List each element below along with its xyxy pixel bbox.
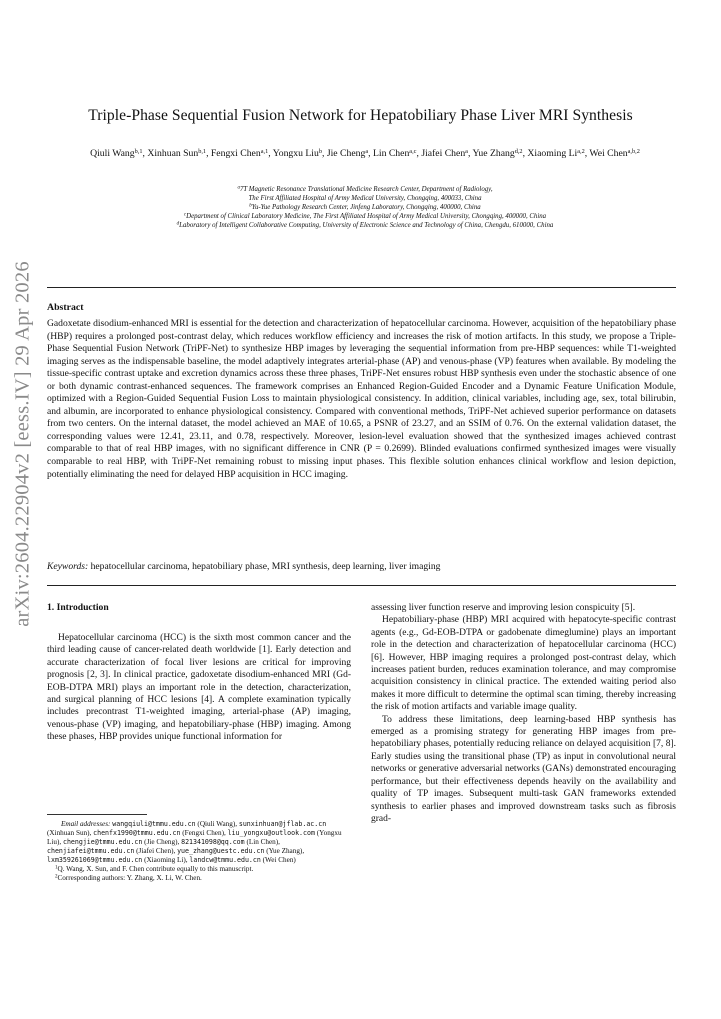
keywords-line xyxy=(47,561,676,573)
author-name: Qiuli Wang xyxy=(90,148,135,159)
email-owner: (Jie Cheng), xyxy=(144,838,180,846)
arxiv-sidebar-stamp xyxy=(0,261,46,627)
author xyxy=(211,148,268,159)
affiliation-list xyxy=(60,186,670,231)
intro-paragraph: Hepatobiliary-phase (HBP) MRI acquired with hepatocyte-specific contrast agents (e.g., Gd-EOB-DTPA or gadobenate dimeglumine) plays an important role in the detection and characterization of hepatocellular carcinoma (HCC) [6]. However, HBP imaging requires a prolonged post-contrast delay, which increases patient burden, reduces examination tolerance, and may compromise acquisition consistency in clinical practice. The extended waiting period also makes it more difficult to determine the optimal scan timing, thereby increasing the risk of motion artifacts and variable image quality. xyxy=(371,615,676,713)
email-address[interactable]: yue_zhang@uestc.edu.cn xyxy=(177,847,265,855)
footnote-mark: 1 xyxy=(55,865,58,871)
email-address[interactable]: chenfx1990@tmmu.edu.cn xyxy=(93,829,181,837)
affiliation-mark: d xyxy=(176,221,180,227)
email-address[interactable]: liu_yongxu@outlook.com xyxy=(227,829,315,837)
author xyxy=(527,148,584,159)
footnote-rule xyxy=(47,814,147,815)
author-affiliation-mark: a xyxy=(465,148,468,155)
author-affiliation-mark: a,c xyxy=(409,148,417,155)
author xyxy=(421,148,468,159)
affiliation xyxy=(60,222,670,231)
author-affiliation-mark: a xyxy=(365,148,369,155)
arxiv-identifier: arXiv:2604.22904v2 [eess.IV] 29 Apr 2026 xyxy=(11,261,34,627)
email-address[interactable]: wangqiuli@tmmu.edu.cn xyxy=(112,820,196,828)
email-address[interactable]: chengjie@tmmu.edu.cn xyxy=(62,838,143,846)
affiliation xyxy=(60,204,670,213)
email-owner: (Xinhuan Sun), xyxy=(47,829,92,837)
email-address[interactable]: lxm359261069@tmmu.edu.cn xyxy=(47,856,143,864)
author-affiliation-mark: b,1 xyxy=(198,148,207,155)
email-address[interactable]: 821341098@qq.com xyxy=(181,838,245,846)
author-affiliation-mark: d,2 xyxy=(514,148,523,155)
email-owner: (Xiaoming Li), xyxy=(144,856,188,864)
affiliation xyxy=(60,195,670,204)
author-name: Xiaoming Li xyxy=(527,148,578,159)
intro-left-column xyxy=(47,632,351,744)
email-owner: (Jiafei Chen), xyxy=(136,847,176,855)
abstract-heading: Abstract xyxy=(47,302,84,313)
author xyxy=(327,148,368,159)
author xyxy=(273,148,322,159)
author xyxy=(373,148,417,159)
email-owner: (Fengxi Chen), xyxy=(182,829,226,837)
intro-paragraph: assessing liver function reserve and improving lesion conspicuity [5]. xyxy=(371,603,636,613)
author-name: Lin Chen xyxy=(372,148,410,159)
author xyxy=(90,148,142,159)
author-affiliation-mark: b xyxy=(318,148,322,155)
email-owner: (Lin Chen), xyxy=(246,838,280,846)
footnotes xyxy=(47,820,351,883)
footnote-text: Corresponding authors: Y. Zhang, X. Li, W. Chen. xyxy=(57,874,202,882)
affiliation xyxy=(60,213,670,222)
author-affiliation-mark: a,b,2 xyxy=(627,148,640,155)
email-label: Email addresses: xyxy=(61,820,111,828)
email-owner: (Wei Chen) xyxy=(262,856,296,864)
email-address[interactable]: chenjiafei@tmmu.edu.cn xyxy=(47,847,135,855)
intro-paragraph: To address these limitations, deep learning-based HBP synthesis has emerged as a promising strategy for generating HBP images from pre-hepatobiliary phases, potentially reducing reliance on delayed acquisition [7, 8]. Early studies using the transitional phase (TP) as input in convolutional neural networks or generative adversarial networks (GANs) demonstrated encouraging performance, but their effectiveness depends heavily on the availability and quality of TP images. Subsequent multi-task GAN frameworks extended synthesis to earlier phases and improved downstream tasks such as fibrosis grad- xyxy=(371,714,676,824)
keywords-text: hepatocellular carcinoma, hepatobiliary phase, MRI synthesis, deep learning, liver imaging xyxy=(90,561,441,572)
affiliation-text: 7T Magnetic Resonance Translational Medicine Research Center, Department of Radiology, xyxy=(239,186,493,193)
email-owner: (Yue Zhang), xyxy=(266,847,305,855)
author-name: Jie Cheng xyxy=(326,148,366,159)
author-affiliation-mark: a,2 xyxy=(577,148,585,155)
keywords-label: Keywords: xyxy=(47,561,89,572)
abstract-text: Gadoxetate disodium-enhanced MRI is essential for the detection and characterization of hepatocellular carcinoma. However, acquisition of the hepatobiliary phase (HBP) requires a prolonged post-contrast delay, which reduces workflow efficiency and increases the risk of motion artifacts. In this study, we propose a Triple-Phase Sequential Fusion Network (TriPF-Net) to synthesize HBP images by leveraging the sequential information from pre-HBP sequences: while T1-weighted imaging serves as the indispensable baseline, the model adaptively integrates arterial-phase (AP) and venous-phase (VP) features when available. By modeling the tissue-specific contrast uptake and excretion dynamics across these three phases, TriPF-Net ensures robust HBP synthesis even under the stochastic absence of one or both dynamic contrast-enhanced sequences. The framework comprises an Enhanced Region-Guided Encoder and a Dynamic Feature Unification Module, optimized with a Region-Guided Sequential Fusion Loss to maintain physiological consistency. In addition, clinical variables, including age, sex, total bilirubin, and albumin, are incorporated to enhance physiological consistency. Compared with conventional methods, TriPF-Net achieved superior performance on datasets from two centers. On the internal dataset, the model achieved an MAE of 10.65, a PSNR of 23.27, and an SSIM of 0.76. On the external validation dataset, the corresponding values were 12.41, 23.11, and 0.78, respectively. Moreover, lesion-level evaluation showed that the synthesized images achieved contrast comparable to that of real HBP images, with no significant difference in CNR (P = 0.2699). Blinded evaluations confirmed synthesized images were visually comparable to real HBP, with TriPF-Net remaining robust to missing input phases. This flexible solution enhances clinical workflow and lesion depiction, potentially eliminating the need for delayed HBP acquisition in HCC imaging. xyxy=(47,318,676,480)
author xyxy=(589,148,639,159)
author xyxy=(472,148,522,159)
author-name: Fengxi Chen xyxy=(210,148,261,159)
author-name: Yongxu Liu xyxy=(272,148,319,159)
intro-paragraph: Hepatocellular carcinoma (HCC) is the sixth most common cancer and the third leading cause of cancer-related death worldwide [1]. Early detection and accurate characterization of focal liver lesions are critical for improving prognosis [2, 3]. In clinical practice, gadoxetate disodium-enhanced MRI (Gd-EOB-DTPA MRI) plays an important role in the detection, characterization, and surgical planning of HCC lesions [4]. A complete examination typically includes precontrast T1-weighted imaging, arterial-phase (AP) imaging, venous-phase (VP) imaging, and hepatobiliary-phase (HBP) imaging. Among these phases, HBP provides unique functional information for xyxy=(47,633,351,743)
email-address[interactable]: sunxinhuan@jflab.ac.cn xyxy=(238,820,327,828)
abstract-top-rule xyxy=(47,287,676,288)
affiliation-text: Laboratory of Intelligent Collaborative Computing, University of Electronic Science and Technology of China, Chengdu, 610000, China xyxy=(179,221,554,229)
section-heading-introduction: 1. Introduction xyxy=(47,602,109,613)
affiliation-text: The First Affiliated Hospital of Army Medical University, Chongqing, 400033, China xyxy=(248,194,482,202)
author-affiliation-mark: b,1 xyxy=(134,148,143,155)
email-owner: (Qiuli Wang), xyxy=(197,820,238,828)
email-address[interactable]: landcw@tmmu.edu.cn xyxy=(189,856,261,864)
author-name: Wei Chen xyxy=(589,148,628,159)
author-name: Xinhuan Sun xyxy=(147,148,199,159)
footnote-text: Q. Wang, X. Sun, and F. Chen contribute equally to this manuscript. xyxy=(57,865,254,873)
footnote-2 xyxy=(47,874,351,883)
affiliation-text: Department of Clinical Laboratory Medicine, The First Affiliated Hospital of Army Medical University, Chongqing, 400000, China xyxy=(186,212,547,220)
email-owner: (Yongxu Liu), xyxy=(47,829,342,846)
intro-right-column xyxy=(371,602,676,825)
affiliation-mark: c xyxy=(183,212,187,218)
footnote-mark: 2 xyxy=(55,874,58,880)
paper-title: Triple-Phase Sequential Fusion Network for Hepatobiliary Phase Liver MRI Synthesis xyxy=(88,107,633,124)
abstract-bottom-rule xyxy=(47,585,676,586)
affiliation-text: Yu-Yue Pathology Research Center, Jinfeng Laboratory, Chongqing, 400000, China xyxy=(251,203,481,211)
affiliation xyxy=(60,186,670,195)
author-name: Jiafei Chen xyxy=(421,148,466,159)
author-name: Yue Zhang xyxy=(472,148,515,159)
footnote-1 xyxy=(47,865,351,874)
email-addresses xyxy=(47,820,351,865)
affiliation-mark: a xyxy=(237,185,240,191)
author-affiliation-mark: a,1 xyxy=(260,148,269,155)
author-list: Qiuli Wang$^{b,1}$, Xinhuan Sun$^{b,1}$, Fengxi Chen$^{a,1}$, Yongxu Liu$^b$, Jie Cheng$^a$, Lin Chen$^{a,c}$, Jiafei Chen$^a$, Yue Zhang$^{d,2}$, Xiaoming Li$^{a,2}$, Wei Chen$^{a,b,2}$ xyxy=(90,148,640,159)
affiliation-mark: b xyxy=(249,203,252,209)
author xyxy=(147,148,206,159)
